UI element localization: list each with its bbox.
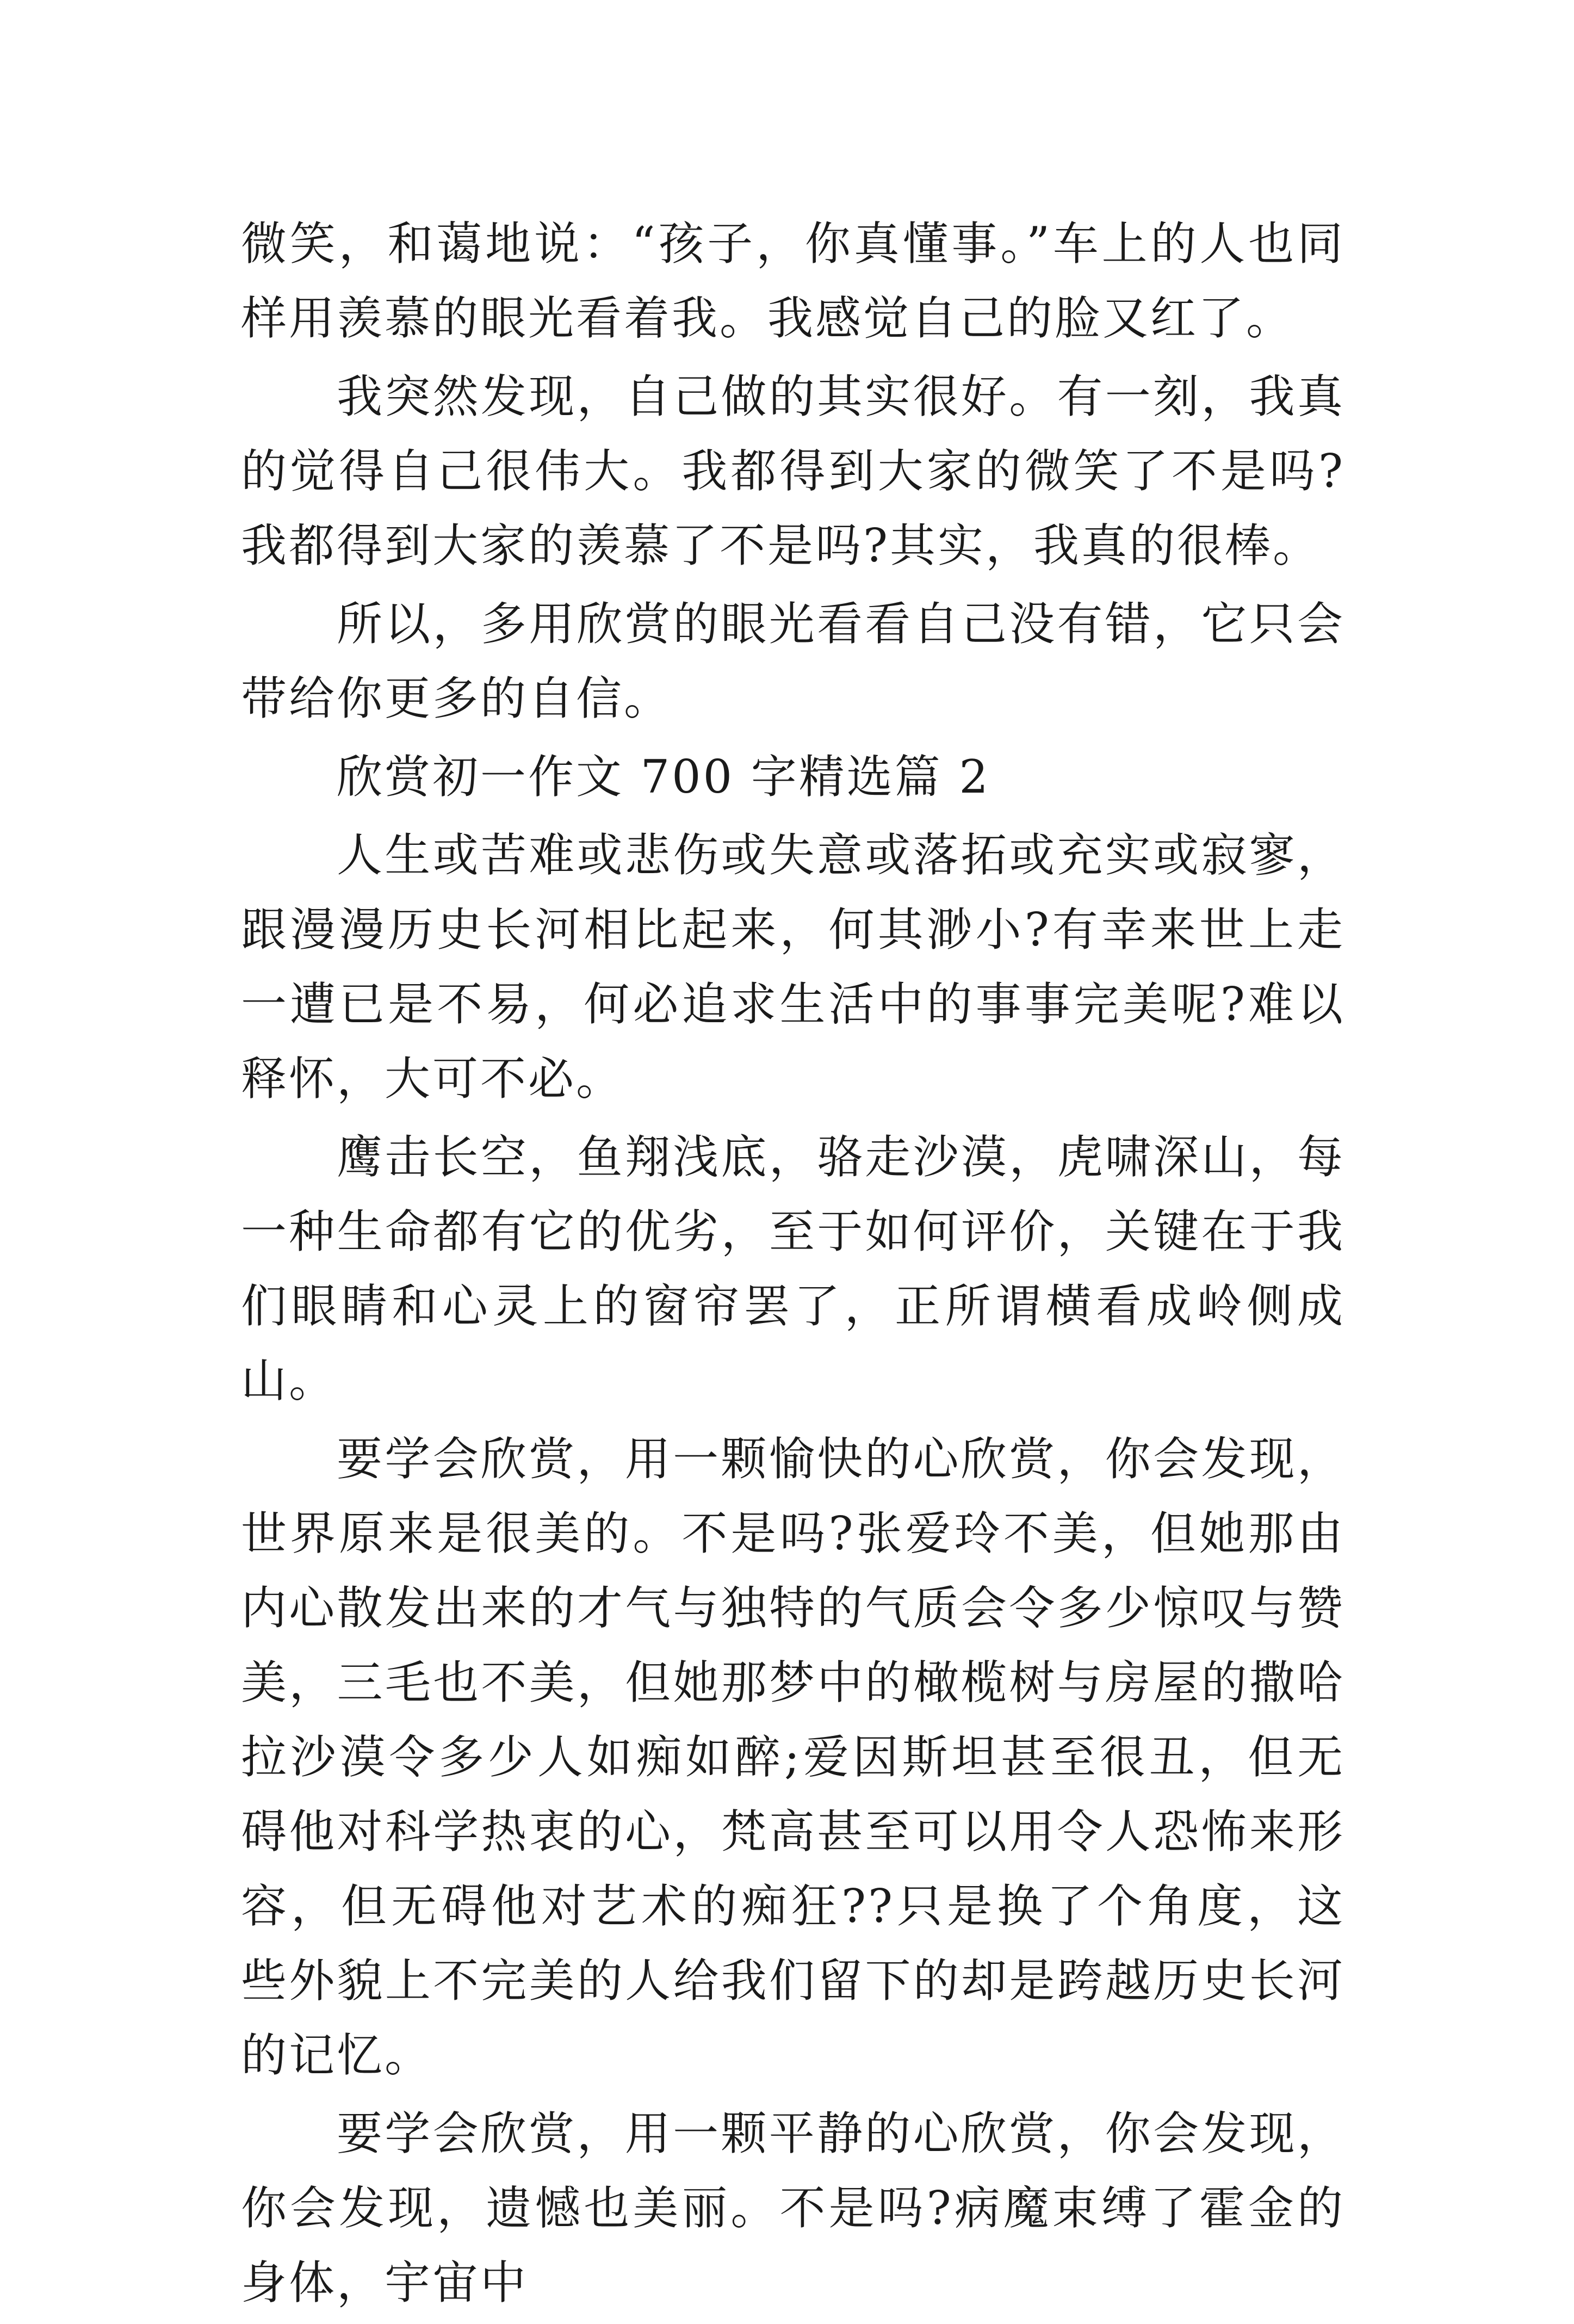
section-heading: 欣赏初一作文 700 字精选篇 2 <box>337 750 990 803</box>
paragraph-3: 所以，多用欣赏的眼光看看自己没有错，它只会带给你更多的自信。 <box>241 597 1345 725</box>
paragraph-6: 要学会欣赏，用一颗愉快的心欣赏，你会发现，世界原来是很美的。不是吗?张爱玲不美，但她那由内心散发出来的才气与独特的气质会令多少惊叹与赞美，三毛也不美，但她那梦中的橄榄树与房屋的撒哈拉沙漠令多少人如痴如醉;爱因斯坦甚至很丑，但无碍他对科学热衷的心，梵高甚至可以用令人恐怖来形容，但无碍他对艺术的痴狂??只是换了个角度，这些外貌上不完美的人给我们留下的却是跨越历史长河的记忆。 <box>241 1432 1345 2082</box>
paragraph-2: 我突然发现，自己做的其实很好。有一刻，我真的觉得自己很伟大。我都得到大家的微笑了不是吗?我都得到大家的羡慕了不是吗?其实，我真的很棒。 <box>241 370 1345 572</box>
paragraph-7: 要学会欣赏，用一颗平静的心欣赏，你会发现，你会发现，遗憾也美丽。不是吗?病魔束缚了霍金的身体，宇宙中 <box>241 2107 1345 2309</box>
paragraph-1: 微笑，和蔼地说：“孩子，你真懂事。”车上的人也同样用羡慕的眼光看着我。我感觉自己的脸又红了。 <box>241 217 1345 345</box>
paragraph-4: 人生或苦难或悲伤或失意或落拓或充实或寂寥，跟漫漫历史长河相比起来，何其渺小?有幸来世上走一遭已是不易，何必追求生活中的事事完美呢?难以释怀，大可不必。 <box>241 829 1345 1105</box>
paragraph-5: 鹰击长空，鱼翔浅底，骆走沙漠，虎啸深山，每一种生命都有它的优劣，至于如何评价，关键在于我们眼睛和心灵上的窗帘罢了，正所谓横看成岭侧成山。 <box>241 1130 1345 1407</box>
document-body <box>241 207 1345 2324</box>
